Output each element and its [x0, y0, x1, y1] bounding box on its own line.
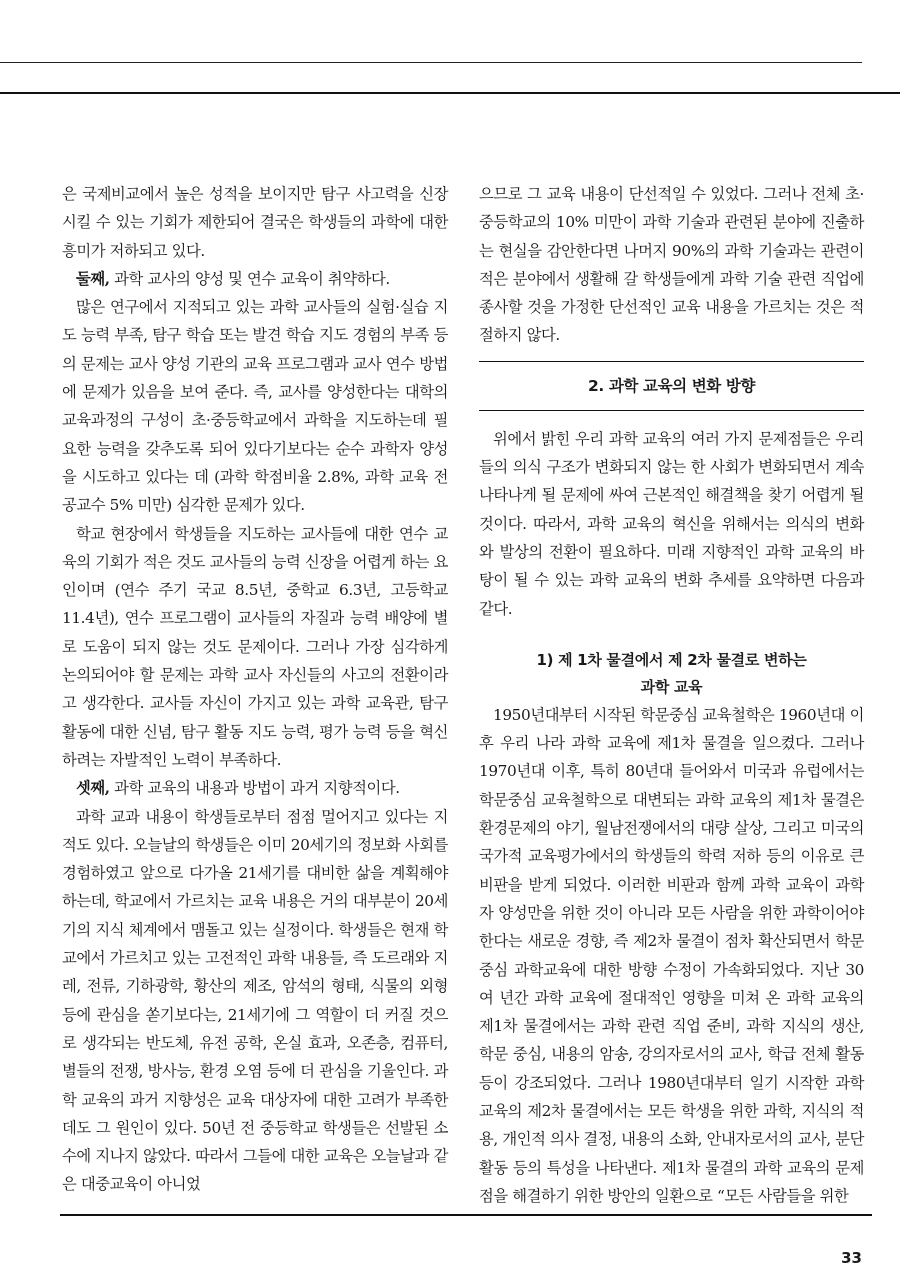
paragraph: 으므로 그 교육 내용이 단선적일 수 있었다. 그러나 전체 초·중등학교의 10% 미만이 과학 기술과 관련된 분야에 진출하는 현실을 감안한다면 나머지 90%의 과학 기술과는 관련이 적은 분야에서 생활해 갈 학생들에게 과학 기술 관련 직업에 종사할 것을 가정한 단선적인 교육 내용을 가르치는 것은 적절하지 않다. — [479, 185, 864, 345]
paragraph: 1950년대부터 시작된 학문중심 교육철학은 1960년대 이후 우리 나라 과학 교육에 제1차 물결을 일으켰다. 그러나 1970년대 이후, 특히 80년대 들어와서 미국과 유럽에서는 학문중심 교육철학으로 대변되는 과학 교육의 제1차 물결은 환경문제의 야기, 월남전쟁에서의 대량 살상, 그리고 미국의 국가적 교육평가에서의 학생들의 학력 저하 등의 이유로 큰 비판을 받게 되었다. 이러한 비판과 함께 과학 교육이 과학자 양성만을 위한 것이 아니라 모든 사람을 위한 과학이어야 한다는 새로운 경향, 즉 제2차 물결이 점차 확산되면서 학문중심 과학교육에 대한 방향 수정이 가속화되었다. 지난 30여 년간 과학 교육에 절대적인 영향을 미쳐 온 과학 교육의 제1차 물결에서는 과학 관련 직업 준비, 과학 지식의 생산, 학문 중심, 내용의 암송, 강의자로서의 교사, 학급 전체 활동 등이 강조되었다. 그러나 1980년대부터 일기 시작한 과학 교육의 제2차 물결에서는 모든 학생을 위한 과학, 지식의 적용, 개인적 의사 결정, 내용의 소화, 안내자로서의 교사, 분단 활동 등의 특성을 나타낸다. 제1차 물결의 과학 교육의 문제점을 해결하기 위한 방안의 일환으로 “모든 사람들을 위한 — [479, 705, 864, 1205]
section-heading: 2. 과학 교육의 변화 방향 — [479, 361, 864, 411]
paragraph: 많은 연구에서 지적되고 있는 과학 교사들의 실험·실습 지도 능력 부족, 탐구 학습 또는 발견 학습 지도 경험의 부족 등의 문제는 교사 양성 기관의 교육 프로그램과 교사 연수 방법에 문제가 있음을 보여 준다. 즉, 교사를 양성한다는 대학의 교육과정의 구성이 초·중등학교에서 과학을 지도하는데 필요한 능력을 갖추도록 되어 있다기보다는 순수 과학자 양성을 시도하고 있다는 데 (과학 학점비율 2.8%, 과학 교육 전공교수 5% 미만) 심각한 문제가 있다. — [62, 298, 448, 515]
point-label: 셋째, — [76, 779, 110, 798]
point-label: 둘째, — [76, 269, 110, 288]
page-number: 33 — [841, 1249, 862, 1267]
paragraph: 은 국제비교에서 높은 성적을 보이지만 탐구 사고력을 신장시킬 수 있는 기회가 제한되어 결국은 학생들의 과학에 대한 흥미가 저하되고 있다. — [62, 185, 448, 260]
paragraph: 위에서 밝힌 우리 과학 교육의 여러 가지 문제점들은 우리들의 의식 구조가 변화되지 않는 한 사회가 변화되면서 계속 나타나게 될 문제에 싸여 근본적인 해결책을 찾기 어렵게 될 것이다. 따라서, 과학 교육의 혁신을 위해서는 의식의 변화와 발상의 전환이 필요하다. 미래 지향적인 과학 교육의 바탕이 될 수 있는 과학 교육의 변화 추세를 요약하면 다음과 같다. — [479, 429, 864, 618]
point-heading: 과학 교사의 양성 및 연수 교육이 취약하다. — [109, 269, 390, 288]
paragraph-point-three — [62, 774, 448, 802]
footer-rule — [60, 1214, 872, 1216]
point-heading: 과학 교육의 내용과 방법이 과거 지향적이다. — [109, 779, 400, 798]
paragraph: 과학 교과 내용이 학생들로부터 점점 멀어지고 있다는 지적도 있다. 오늘날의 학생들은 이미 20세기의 정보화 사회를 경험하였고 앞으로 다가올 21세기를 대비한 삶을 계획해야 하는데, 학교에서 가르치는 교육 내용은 거의 대부분이 20세기의 지식 체계에서 맴돌고 있는 실정이다. 학생들은 현재 학교에서 가르치고 있는 고전적인 과학 내용들, 즉 도르래와 지레, 전류, 기하광학, 황산의 제조, 암석의 형태, 식물의 외형 등에 관심을 쏟기보다는, 21세기에 그 역할이 더 커질 것으로 생각되는 반도체, 유전 공학, 온실 효과, 오존층, 컴퓨터, 별들의 전쟁, 방사능, 환경 오염 등에 더 관심을 기울인다. 과학 교육의 과거 지향성은 교육 대상자에 대한 고려가 부족한 데도 그 원인이 있다. 50년 전 중등학교 학생들은 선발된 소수에 지나지 않았다. 따라서 그들에 대한 교육은 오늘날과 같은 대중교육이 아니었 — [62, 807, 448, 1194]
paragraph: 학교 현장에서 학생들을 지도하는 교사들에 대한 연수 교육의 기회가 적은 것도 교사들의 능력 신장을 어렵게 하는 요인이며 (연수 주기 국교 8.5년, 중학교 6.3년, 고등학교 11.4년), 연수 프로그램이 교사들의 자질과 능력 배양에 별로 도움이 되지 않는 것도 문제이다. 그러나 가장 심각하게 논의되어야 할 문제는 과학 교사 자신들의 사고의 전환이라고 생각한다. 교사들 자신이 가지고 있는 과학 교육관, 탐구 활동에 대한 신념, 탐구 활동 지도 능력, 평가 능력 등을 혁신하려는 자발적인 노력이 부족하다. — [62, 524, 448, 769]
left-column — [62, 180, 448, 1199]
subsection-heading — [479, 647, 864, 701]
right-column — [479, 180, 864, 1210]
header-rule-thin — [0, 62, 862, 63]
subsection-heading-line2: 과학 교육 — [640, 677, 703, 696]
header-rule-thick — [0, 92, 900, 94]
paragraph-point-two — [62, 265, 448, 293]
subsection-heading-line1: 1) 제 1차 물결에서 제 2차 물결로 변하는 — [536, 650, 807, 669]
